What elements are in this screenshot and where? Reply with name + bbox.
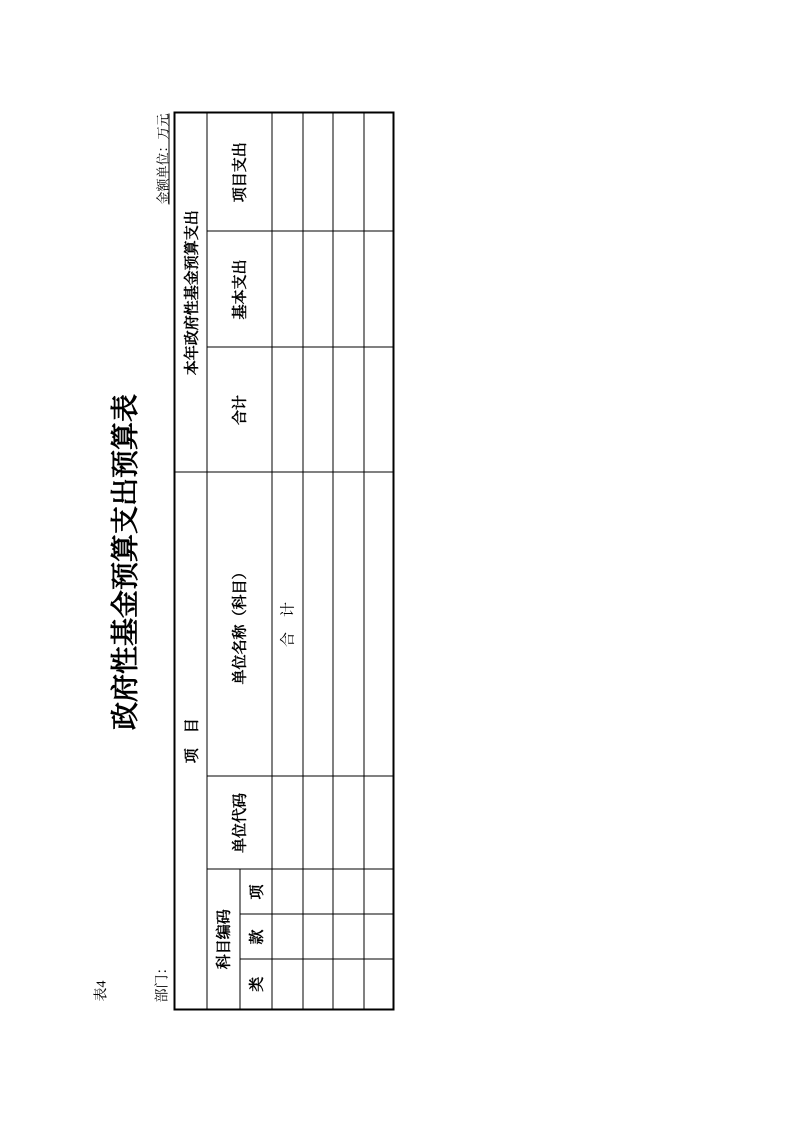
cell-item [332,869,363,914]
header-section: 款 [239,914,271,959]
header-unit-name: 单位名称（科目） [206,472,271,776]
cell-unit-code [302,776,332,869]
header-row-2 [206,112,239,1009]
cell-unit-name [302,472,332,776]
cell-category [332,959,363,1009]
cell-basic-expenditure [332,231,363,347]
department-label: 部门： [155,960,170,1002]
header-basic-expenditure: 基本支出 [206,231,271,347]
cell-basic-expenditure [271,231,302,347]
cell-unit-name [332,472,363,776]
cell-section [302,914,332,959]
cell-unit-code [271,776,302,869]
table-row [302,112,332,1009]
cell-unit-name [363,472,393,776]
cell-total [363,347,393,472]
cell-unit-code [332,776,363,869]
header-unit-code: 单位代码 [206,776,271,869]
amount-unit-label: 金额单位：万元 [155,113,170,205]
header-subject-code: 科目编码 [206,869,239,1009]
header-current-year-expenditure-group: 本年政府性基金预算支出 [174,112,206,472]
table-row [332,112,363,1009]
sheet-number: 表4 [94,980,109,1001]
header-project-expenditure: 项目支出 [206,112,271,231]
budget-table [173,111,394,1010]
cell-project-expenditure [363,112,393,231]
header-total: 合计 [206,347,271,472]
cell-item [271,869,302,914]
header-item-group: 项 目 [174,472,206,1009]
header-item: 项 [239,869,271,914]
cell-basic-expenditure [363,231,393,347]
cell-item [363,869,393,914]
cell-unit-name: 合 计 [271,472,302,776]
cell-item [302,869,332,914]
cell-category [363,959,393,1009]
cell-project-expenditure [271,112,302,231]
cell-unit-code [363,776,393,869]
header-row-1 [174,112,206,1009]
page-title: 政府性基金预算支出预算表 [109,393,140,730]
cell-project-expenditure [332,112,363,231]
cell-section [332,914,363,959]
header-category: 类 [239,959,271,1009]
cell-category [271,959,302,1009]
cell-total [271,347,302,472]
cell-total [302,347,332,472]
cell-section [271,914,302,959]
table-row [363,112,393,1009]
table-row [271,112,302,1009]
cell-total [332,347,363,472]
cell-basic-expenditure [302,231,332,347]
cell-category [302,959,332,1009]
cell-section [363,914,393,959]
cell-project-expenditure [302,112,332,231]
